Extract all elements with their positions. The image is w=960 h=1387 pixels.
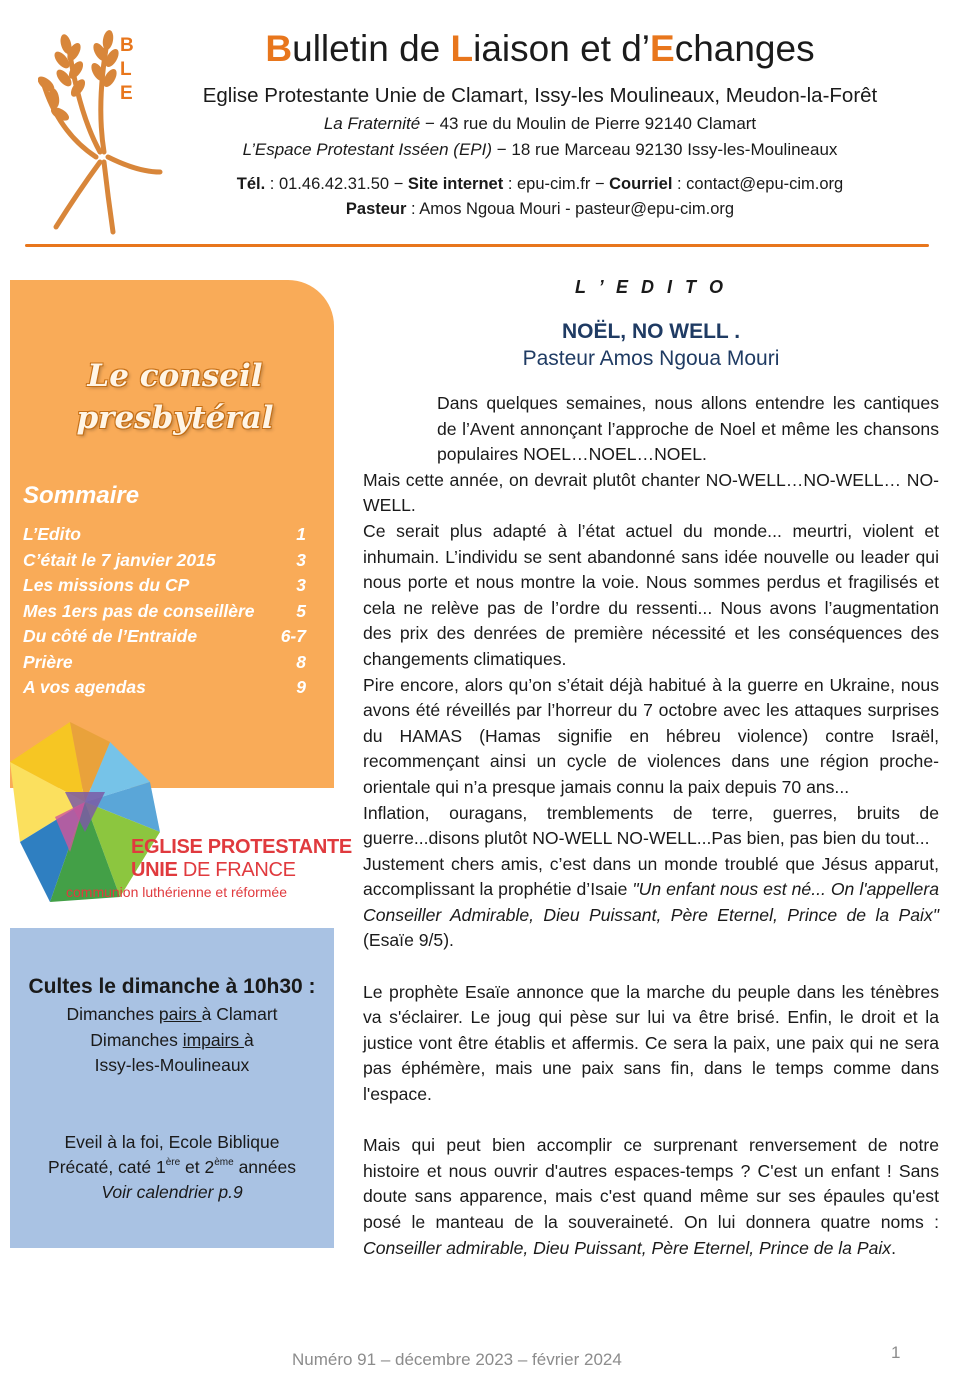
wheat-logo — [38, 22, 163, 237]
sommaire-title: Sommaire — [23, 482, 140, 509]
contact-line: Tél. : 01.46.42.31.50 − Site internet : epu-cim.fr − Courriel : contact@epu-cim.org — [236, 175, 844, 193]
paragraph: Inflation, ouragans, tremblements de terre, guerres, bruits de guerre...disons plutôt NO-WELL NO-WELL...Pas bien, pas bien du tout... — [363, 802, 939, 849]
article-byline: Pasteur Amos Ngoua Mouri — [522, 347, 780, 370]
issue-footer: Numéro 91 – décembre 2023 – février 2024 — [292, 1350, 622, 1369]
section-label: L ’ E D I T O — [574, 277, 727, 297]
paragraph: Justement chers amis, c’est dans un monde troublé que Jésus apparut, accomplissant la prophétie d’Isaie "Un enfant nous est né... On l'appellera Conseiller Admirable, Dieu Puissant, Père Eternel, Prince de la Paix" (Esaïe 9/5). — [363, 853, 939, 951]
header-divider — [25, 244, 929, 247]
toc-item[interactable]: A vos agendas 9 — [23, 677, 306, 697]
ble-letter-l: L — [120, 59, 132, 80]
epudf-name-line1: EGLISE PROTESTANTE — [131, 836, 352, 858]
services-title: Cultes le dimanche à 10h30 : — [28, 975, 316, 998]
ble-letter-b: B — [120, 35, 134, 56]
toc-item[interactable]: L’Edito 1 — [23, 524, 306, 544]
ble-letters — [120, 34, 134, 106]
paragraph: Ce serait plus adapté à l’état actuel du monde... meurtri, violent et inhumain. L’individu se sent abandonné sans idée nouvelle ou leader qui nous porte et nous montre la voie. Nous sommes perdus et fragilisés et cela ne relève pas de l’ordre du ressenti... Nous avons l’augmentation des prix des denrées de première nécessité et les conséquences des changements climatiques. — [363, 520, 939, 669]
epudf-name-line2: UNIE DE FRANCE — [131, 859, 296, 881]
paragraph: Pire encore, alors qu’on s’était déjà habitué à la guerre en Ukraine, nous avons été réveillés par l’horreur du 7 octobre avec les attaques surprises du HAMAS (Hamas signifie en hébreu violence) contre Israël, recommençant ainsi un cycle de violences dans une région proche-orientale qui n’a presque jamais connu la paix depuis 70 ans... — [363, 674, 939, 797]
paragraph: Le prophète Esaïe annonce que la marche du peuple dans les ténèbres va s'éclairer. Le joug qui pèse sur lui va être brisé. Enfin, le droit et la justice vont être établis et affermis. Ce sera la paix, une paix qui ne sera pas éphémère, mais une paix sans fin, dans le temps comme dans l'espace. — [363, 981, 939, 1105]
toc-item[interactable]: Les missions du CP 3 — [23, 575, 306, 595]
council-title: Le conseil presbytéral — [76, 358, 274, 436]
address-clamart: La Fraternité − 43 rue du Moulin de Pierre 92140 Clamart — [323, 114, 757, 133]
services-clamart: Dimanches pairs à Clamart — [66, 1004, 278, 1024]
services-children: Eveil à la foi, Ecole Biblique — [64, 1132, 280, 1152]
ble-letter-e: E — [120, 83, 133, 104]
toc-item[interactable]: C’était le 7 janvier 2015 3 — [23, 549, 306, 570]
services-issy: Dimanches impairs à — [90, 1030, 254, 1050]
toc-item[interactable]: Du côté de l’Entraide 6-7 — [23, 626, 306, 646]
services-catechism: Précaté, caté 1ère et 2ème années — [48, 1157, 296, 1177]
toc-item[interactable]: Prière 8 — [23, 651, 306, 672]
bulletin-title: Bulletin de Liaison et d’Echanges — [265, 28, 815, 69]
article-headline: NOËL, NO WELL . — [561, 320, 741, 343]
table-of-contents — [23, 522, 306, 701]
services-issy-place: Issy-les-Moulineaux — [94, 1055, 250, 1075]
paragraph: Mais qui peut bien accomplir ce surprenant renversement de notre histoire et nous ouvrir d'autres espaces-temps ? C'est un enfant ! Sans doute sans apparence, mais c'est quand même sur ses épaules qu'est posé le manteau de la souveraineté. On lui donnera quatre noms : Conseiller admirable, Dieu Puissant, Père Eternel, Prince de la Paix. — [363, 1135, 939, 1258]
page-number: 1 — [891, 1343, 901, 1362]
toc-item[interactable]: Mes 1ers pas de conseillère 5 — [23, 600, 306, 621]
church-name: Eglise Protestante Unie de Clamart, Issy-les Moulineaux, Meudon-la-Forêt — [202, 84, 878, 107]
services-calendar-link[interactable]: Voir calendrier p.9 — [101, 1182, 243, 1202]
address-issy: L’Espace Protestant Isséen (EPI) − 18 rue Marceau 92130 Issy-les-Moulineaux — [242, 140, 838, 159]
paragraph: Dans quelques semaines, nous allons entendre les cantiques de l’Avent annonçant l’approche de Noel et même les chansons populaires NOEL…NOEL…NOEL. — [437, 393, 939, 465]
pastor-line: Pasteur : Amos Ngoua Mouri - pasteur@epu-cim.org — [345, 200, 735, 218]
paragraph: Mais cette année, on devrait plutôt chanter NO-WELL…NO-WELL… NO-WELL. — [363, 469, 939, 516]
article-body — [363, 391, 939, 1261]
epudf-tagline: communion luthérienne et réformée — [66, 884, 288, 900]
